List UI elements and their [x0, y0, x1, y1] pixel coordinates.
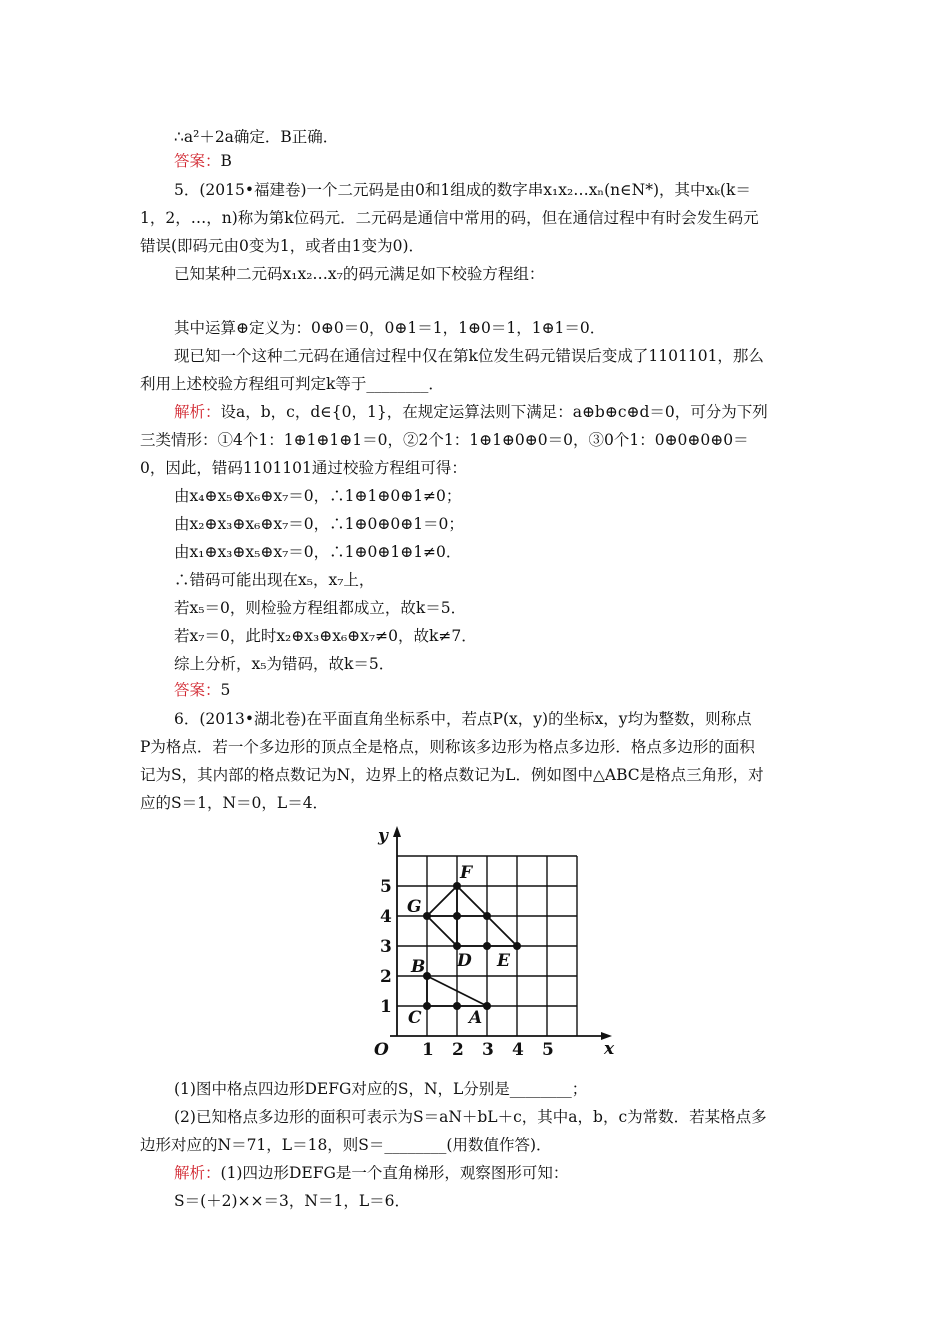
answer-value: B [220, 152, 232, 170]
point-edge [483, 942, 491, 950]
problem-6-line: 应的S＝1，N＝0，L＝4． [140, 794, 329, 812]
point-C [423, 1002, 431, 1010]
x-tick-label: 5 [542, 1040, 554, 1060]
point-E [513, 942, 521, 950]
y-tick-label: 1 [380, 997, 392, 1017]
text-span: 5．(2015•福建卷)一个二元码是由0和1组成的数字串 [174, 181, 544, 199]
text-span: xₖ(k＝ [705, 181, 751, 199]
answer-label: 答案： [174, 681, 221, 699]
problem-5-line [174, 180, 751, 200]
label-E: E [497, 951, 510, 971]
solution-line: 0，因此，错码1101101通过校验方程组可得： [140, 459, 467, 477]
solution-line: S＝(＋2)××＝3，N＝1，L＝6． [174, 1192, 410, 1210]
y-axis-arrow [393, 826, 401, 837]
y-tick-label: 5 [380, 877, 392, 897]
solution-line: ∴错码可能出现在x₅，x₇上， [174, 571, 375, 589]
label-D: D [457, 951, 472, 971]
answer-line [174, 151, 232, 171]
label-F: F [460, 863, 473, 883]
lattice-figure [360, 826, 620, 1066]
solution-line: 若x₇＝0，此时x₂⊕x₃⊕x₆⊕x₇≠0，故k≠7． [174, 627, 477, 645]
solution-line: 综上分析，x₅为错码，故k＝5． [174, 655, 395, 673]
problem-5-line: 错误(即码元由0变为1，或者由1变为0)． [140, 237, 425, 255]
point-A [483, 1002, 491, 1010]
question-line: (1)图中格点四边形DEFG对应的S，N，L分别是________； [174, 1080, 588, 1098]
point-edge [453, 1002, 461, 1010]
problem-6-line: 6．(2013•湖北卷)在平面直角坐标系中，若点P(x，y)的坐标x，y均为整数，则称点 [174, 710, 752, 728]
lattice-svg [360, 826, 620, 1066]
problem-5-line: 现已知一个这种二元码在通信过程中仅在第k位发生码元错误后变成了1101101，那么 [174, 347, 764, 365]
text-span: x₁x₂…xₙ(n∈N*)，其中 [543, 181, 706, 199]
text-line: ∴a²＋2a确定．B正确． [174, 128, 339, 146]
solution-line: 若x₅＝0，则检验方程组都成立，故k＝5． [174, 599, 467, 617]
origin-label: O [374, 1040, 389, 1060]
answer-label: 答案： [174, 152, 221, 170]
problem-5-line: 利用上述校验方程组可判定k等于________． [140, 375, 444, 393]
solution-line: 由x₁⊕x₃⊕x₅⊕x₇＝0，∴1⊕0⊕1⊕1≠0． [174, 543, 462, 561]
text-span: (1)四边形DEFG是一个直角梯形，观察图形可知： [220, 1164, 569, 1182]
text-span: 设a，b，c，d∈{0，1}，在规定运算法则下满足：a⊕b⊕c⊕d＝0，可分为下列 [220, 403, 768, 421]
x-tick-label: 1 [422, 1040, 434, 1060]
solution-label: 解析： [174, 403, 221, 421]
label-B: B [411, 957, 426, 977]
solution-line: 由x₂⊕x₃⊕x₆⊕x₇＝0，∴1⊕0⊕0⊕1＝0； [174, 515, 464, 533]
x-tick-label: 2 [452, 1040, 464, 1060]
problem-5-line: 其中运算⊕定义为：0⊕0＝0，0⊕1＝1，1⊕0＝1，1⊕1＝0． [174, 319, 606, 337]
answer-line [174, 680, 230, 700]
point-edge [483, 912, 491, 920]
solution-line: 三类情形：①4个1：1⊕1⊕1⊕1＝0，②2个1：1⊕1⊕0⊕0＝0，③0个1：0⊕0⊕0⊕0＝ [140, 431, 749, 449]
label-A: A [469, 1008, 483, 1028]
question-line: (2)已知格点多边形的面积可表示为S＝aN＋bL＋c，其中a，b，c为常数．若某格点多 [174, 1108, 767, 1126]
y-tick-label: 3 [380, 937, 392, 957]
point-G [423, 912, 431, 920]
solution-line [174, 1163, 568, 1183]
point-interior [453, 912, 461, 920]
solution-label: 解析： [174, 1164, 221, 1182]
problem-6-line: P为格点．若一个多边形的顶点全是格点，则称该多边形为格点多边形．格点多边形的面积 [140, 738, 755, 756]
problem-6-line: 记为S，其内部的格点数记为N，边界上的格点数记为L．例如图中△ABC是格点三角形，对 [140, 766, 764, 784]
problem-5-line: 1，2，…，n)称为第k位码元．二元码是通信中常用的码，但在通信过程中有时会发生码元 [140, 209, 759, 227]
answer-value: 5 [220, 681, 231, 699]
label-G: G [407, 897, 422, 917]
question-line: 边形对应的N＝71，L＝18，则S＝________(用数值作答)． [140, 1136, 552, 1154]
label-C: C [408, 1008, 422, 1028]
y-tick-label: 4 [380, 907, 392, 927]
x-axis-label: x [604, 1039, 615, 1059]
x-tick-label: 4 [512, 1040, 524, 1060]
y-tick-label: 2 [380, 967, 392, 987]
point-F [453, 882, 461, 890]
problem-5-line: 已知某种二元码x₁x₂…x₇的码元满足如下校验方程组： [174, 265, 545, 283]
solution-line: 由x₄⊕x₅⊕x₆⊕x₇＝0，∴1⊕1⊕0⊕1≠0； [174, 487, 462, 505]
x-tick-label: 3 [482, 1040, 494, 1060]
axes [390, 830, 606, 1036]
y-axis-label: y [378, 826, 388, 846]
solution-line [174, 402, 768, 422]
point-D [453, 942, 461, 950]
